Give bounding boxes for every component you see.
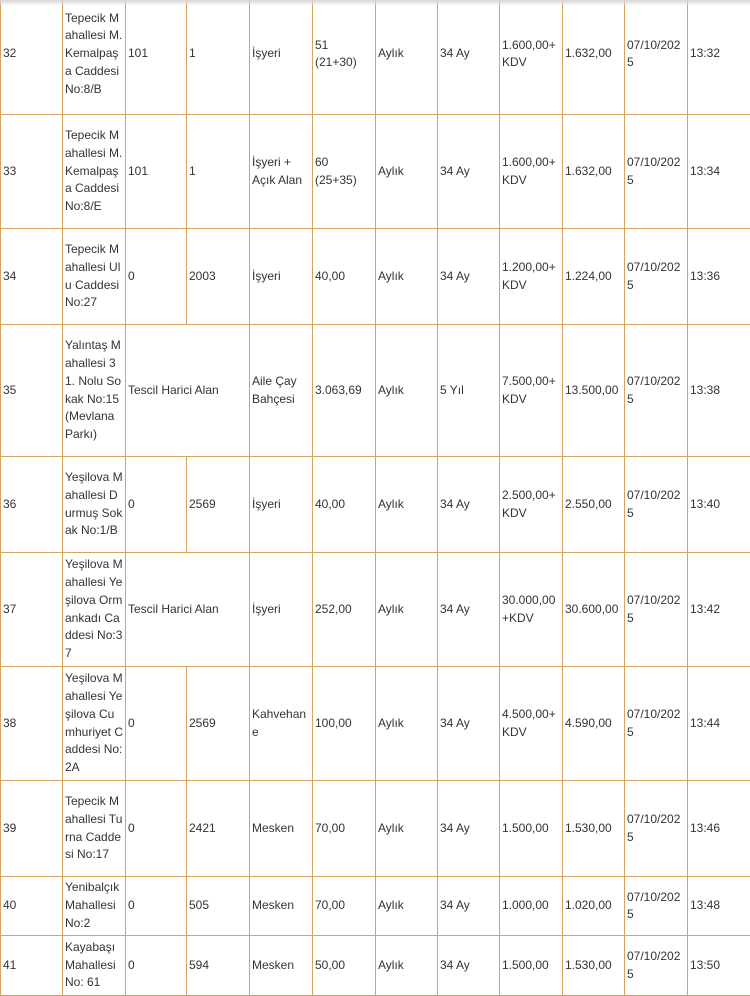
address-cell: Yeşilova Mahallesi Durmuş Sokak No:1/B [63, 457, 126, 553]
address-cell: Tepecik Mahallesi Ulu Caddesi No:27 [63, 229, 126, 325]
row-number: 40 [1, 877, 63, 936]
date-cell: 07/10/2025 [625, 457, 688, 553]
duration-cell: 34 Ay [438, 115, 500, 229]
area-cell: 50,00 [313, 936, 376, 996]
time-cell: 13:38 [688, 325, 750, 457]
lot-parcel-cell: Tescil Harici Alan [126, 325, 250, 457]
table-row [1, 667, 750, 781]
duration-cell: 34 Ay [438, 229, 500, 325]
time-cell: 13:50 [688, 936, 750, 996]
date-cell: 07/10/2025 [625, 229, 688, 325]
rent-with-tax-cell: 2.550,00 [563, 457, 625, 553]
usage-cell: İşyeri [250, 457, 313, 553]
period-cell: Aylık [376, 115, 438, 229]
rent-cell: 1.000,00 [500, 877, 563, 936]
period-cell: Aylık [376, 0, 438, 115]
date-cell: 07/10/2025 [625, 667, 688, 781]
rent-cell: 4.500,00+ KDV [500, 667, 563, 781]
table-row [1, 553, 750, 667]
table-row [1, 325, 750, 457]
area-cell: 70,00 [313, 877, 376, 936]
parcel-cell: 594 [187, 936, 250, 996]
lot-cell: 0 [126, 936, 187, 996]
date-cell: 07/10/2025 [625, 115, 688, 229]
time-cell: 13:44 [688, 667, 750, 781]
lot-cell: 0 [126, 877, 187, 936]
address-cell: Tepecik Mahallesi Turna Caddesi No:17 [63, 781, 126, 877]
address-cell: Tepecik Mahallesi M.Kemalpaşa Caddesi No:8/E [63, 115, 126, 229]
period-cell: Aylık [376, 781, 438, 877]
usage-cell: İşyeri [250, 553, 313, 667]
time-cell: 13:34 [688, 115, 750, 229]
period-cell: Aylık [376, 457, 438, 553]
lot-cell: 0 [126, 457, 187, 553]
period-cell: Aylık [376, 667, 438, 781]
parcel-cell: 2421 [187, 781, 250, 877]
period-cell: Aylık [376, 229, 438, 325]
usage-cell: Mesken [250, 781, 313, 877]
duration-cell: 34 Ay [438, 0, 500, 115]
usage-cell: Mesken [250, 936, 313, 996]
duration-cell: 34 Ay [438, 936, 500, 996]
rent-with-tax-cell: 1.020,00 [563, 877, 625, 936]
parcel-cell: 2569 [187, 457, 250, 553]
parcel-cell: 2569 [187, 667, 250, 781]
date-cell: 07/10/2025 [625, 0, 688, 115]
usage-cell: İşyeri + Açık Alan [250, 115, 313, 229]
date-cell: 07/10/2025 [625, 781, 688, 877]
duration-cell: 34 Ay [438, 457, 500, 553]
usage-cell: Mesken [250, 877, 313, 936]
date-cell: 07/10/2025 [625, 325, 688, 457]
area-cell: 3.063,69 [313, 325, 376, 457]
period-cell: Aylık [376, 325, 438, 457]
area-cell: 252,00 [313, 553, 376, 667]
date-cell: 07/10/2025 [625, 936, 688, 996]
date-cell: 07/10/2025 [625, 553, 688, 667]
address-cell: Kayabaşı Mahallesi No: 61 [63, 936, 126, 996]
area-cell: 40,00 [313, 457, 376, 553]
usage-cell: İşyeri [250, 229, 313, 325]
rent-cell: 1.600,00+ KDV [500, 0, 563, 115]
table-row [1, 781, 750, 877]
address-cell: Yeşilova Mahallesi Yeşilova Ormankadı Caddesi No:37 [63, 553, 126, 667]
parcel-cell: 1 [187, 115, 250, 229]
duration-cell: 34 Ay [438, 781, 500, 877]
row-number: 34 [1, 229, 63, 325]
rent-cell: 1.500,00 [500, 936, 563, 996]
rent-with-tax-cell: 1.632,00 [563, 0, 625, 115]
lot-cell: 0 [126, 667, 187, 781]
lot-cell: 101 [126, 0, 187, 115]
date-cell: 07/10/2025 [625, 877, 688, 936]
rent-cell: 1.200,00+ KDV [500, 229, 563, 325]
time-cell: 13:42 [688, 553, 750, 667]
duration-cell: 34 Ay [438, 877, 500, 936]
usage-cell: Aile Çay Bahçesi [250, 325, 313, 457]
period-cell: Aylık [376, 936, 438, 996]
row-number: 36 [1, 457, 63, 553]
row-number: 37 [1, 553, 63, 667]
period-cell: Aylık [376, 553, 438, 667]
rent-cell: 1.600,00+ KDV [500, 115, 563, 229]
time-cell: 13:46 [688, 781, 750, 877]
scroll-shadow [0, 0, 750, 6]
rent-with-tax-cell: 4.590,00 [563, 667, 625, 781]
usage-cell: Kahvehane [250, 667, 313, 781]
rent-with-tax-cell: 1.530,00 [563, 936, 625, 996]
usage-cell: İşyeri [250, 0, 313, 115]
time-cell: 13:40 [688, 457, 750, 553]
rent-with-tax-cell: 1.224,00 [563, 229, 625, 325]
duration-cell: 34 Ay [438, 667, 500, 781]
address-cell: Yeşilova Mahallesi Yeşilova Cumhuriyet Caddesi No:2A [63, 667, 126, 781]
address-cell: Yalıntaş Mahallesi 31. Nolu Sokak No:15 (Mevlana Parkı) [63, 325, 126, 457]
address-cell: Yenibalçık Mahallesi No:2 [63, 877, 126, 936]
rent-cell: 7.500,00+ KDV [500, 325, 563, 457]
duration-cell: 5 Yıl [438, 325, 500, 457]
parcel-cell: 1 [187, 0, 250, 115]
rent-with-tax-cell: 13.500,00 [563, 325, 625, 457]
rent-cell: 30.000,00 +KDV [500, 553, 563, 667]
rent-cell: 2.500,00+ KDV [500, 457, 563, 553]
table-row [1, 457, 750, 553]
rent-with-tax-cell: 1.530,00 [563, 781, 625, 877]
rent-cell: 1.500,00 [500, 781, 563, 877]
lot-cell: 101 [126, 115, 187, 229]
row-number: 32 [1, 0, 63, 115]
area-cell: 100,00 [313, 667, 376, 781]
parcel-cell: 505 [187, 877, 250, 936]
area-cell: 70,00 [313, 781, 376, 877]
row-number: 41 [1, 936, 63, 996]
rent-with-tax-cell: 1.632,00 [563, 115, 625, 229]
table-row [1, 115, 750, 229]
rent-with-tax-cell: 30.600,00 [563, 553, 625, 667]
row-number: 39 [1, 781, 63, 877]
time-cell: 13:32 [688, 0, 750, 115]
address-cell: Tepecik Mahallesi M.Kemalpaşa Caddesi No:8/B [63, 0, 126, 115]
area-cell: 51 (21+30) [313, 0, 376, 115]
row-number: 35 [1, 325, 63, 457]
lot-cell: 0 [126, 781, 187, 877]
time-cell: 13:36 [688, 229, 750, 325]
table-row [1, 229, 750, 325]
lot-cell: 0 [126, 229, 187, 325]
duration-cell: 34 Ay [438, 553, 500, 667]
time-cell: 13:48 [688, 877, 750, 936]
period-cell: Aylık [376, 877, 438, 936]
row-number: 38 [1, 667, 63, 781]
table-row [1, 0, 750, 115]
area-cell: 60 (25+35) [313, 115, 376, 229]
parcel-cell: 2003 [187, 229, 250, 325]
area-cell: 40,00 [313, 229, 376, 325]
row-number: 33 [1, 115, 63, 229]
table-row [1, 877, 750, 936]
lot-parcel-cell: Tescil Harici Alan [126, 553, 250, 667]
